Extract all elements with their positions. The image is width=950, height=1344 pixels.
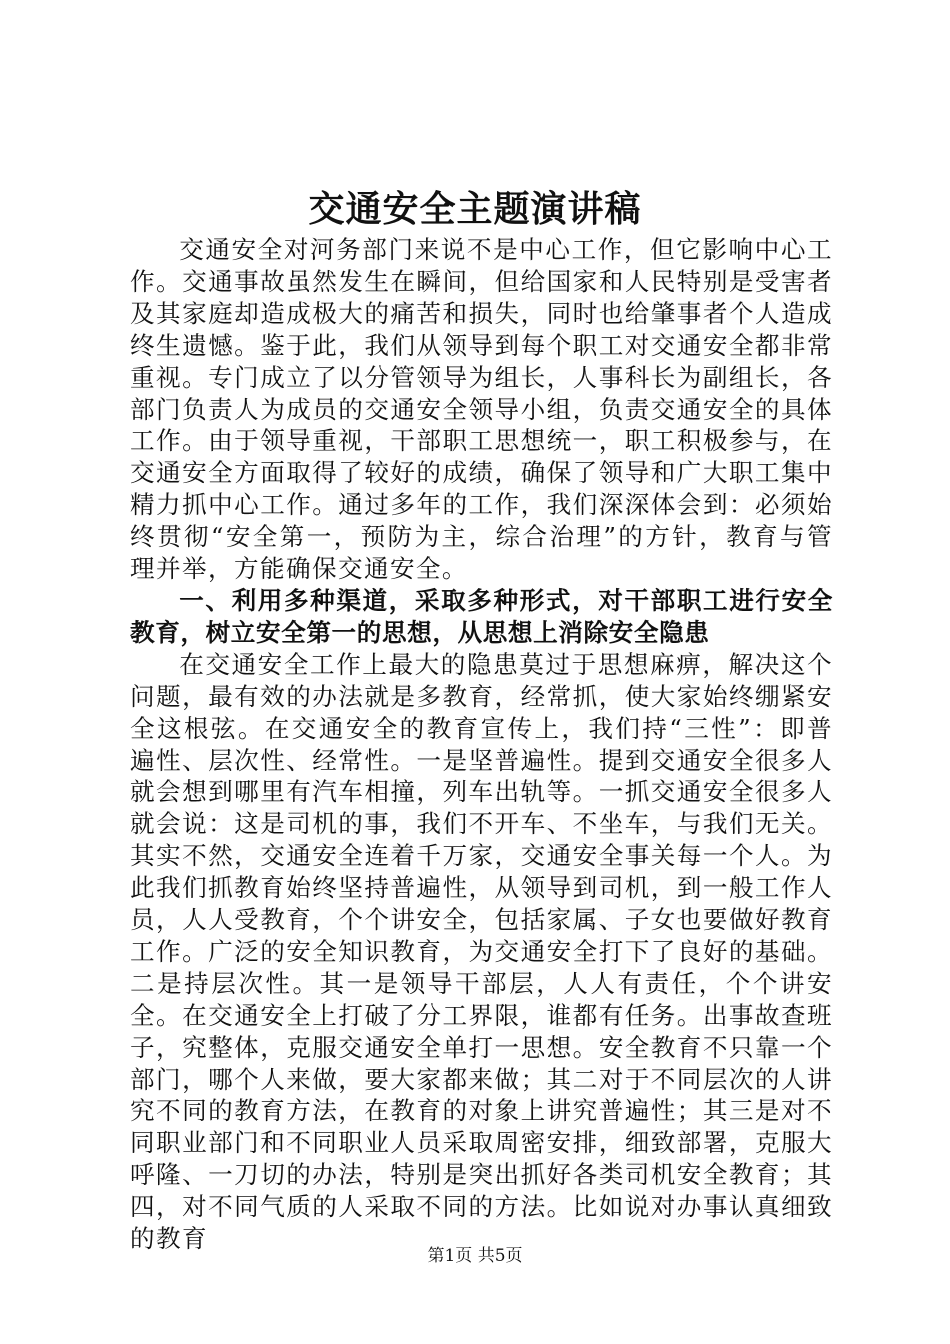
section-heading: 一、利用多种渠道，采取多种形式，对干部职工进行安全教育，树立安全第一的思想，从思想上消除安全隐患 [130, 585, 833, 647]
document-body [130, 234, 833, 1255]
document-title: 交通安全主题演讲稿 [308, 188, 642, 230]
section-paragraph: 在交通安全工作上最大的隐患莫过于思想麻痹，解决这个问题，最有效的办法就是多教育，经常抓，使大家始终绷紧安全这根弦。在交通安全的教育宣传上，我们持“三性”：即普遍性、层次性、经常性。一是坚普遍性。提到交通安全很多人就会想到哪里有汽车相撞，列车出轨等。一抓交通安全很多人就会说：这是司机的事，我们不开车、不坐车，与我们无关。其实不然，交通安全连着千万家，交通安全事关每一个人。为此我们抓教育始终坚持普遍性，从领导到司机，到一般工作人员，人人受教育，个个讲安全，包括家属、子女也要做好教育工作。广泛的安全知识教育，为交通安全打下了良好的基础。二是持层次性。其一是领导干部层，人人有责任，个个讲安全。在交通安全上打破了分工界限，谁都有任务。出事故查班子，究整体，克服交通安全单打一思想。安全教育不只靠一个部门，哪个人来做，要大家都来做；其二对于不同层次的人讲究不同的教育方法，在教育的对象上讲究普遍性；其三是对不同职业部门和不同职业人员采取周密安排，细致部署，克服大呼隆、一刀切的办法，特别是突出抓好各类司机安全教育；其四，对不同气质的人采取不同的方法。比如说对办事认真细致的教育 [130, 649, 833, 1254]
page-footer: 第1页 共5页 [427, 1246, 523, 1266]
intro-paragraph: 交通安全对河务部门来说不是中心工作，但它影响中心工作。交通事故虽然发生在瞬间，但给国家和人民特别是受害者及其家庭却造成极大的痛苦和损失，同时也给肇事者个人造成终生遗憾。鉴于此，我们从领导到每个职工对交通安全都非常重视。专门成立了以分管领导为组长，人事科长为副组长，各部门负责人为成员的交通安全领导小组，负责交通安全的具体工作。由于领导重视，干部职工思想统一，职工积极参与，在交通安全方面取得了较好的成绩，确保了领导和广大职工集中精力抓中心工作。通过多年的工作，我们深深体会到：必须始终贯彻“安全第一，预防为主，综合治理”的方针，教育与管理并举，方能确保交通安全。 [130, 235, 833, 584]
